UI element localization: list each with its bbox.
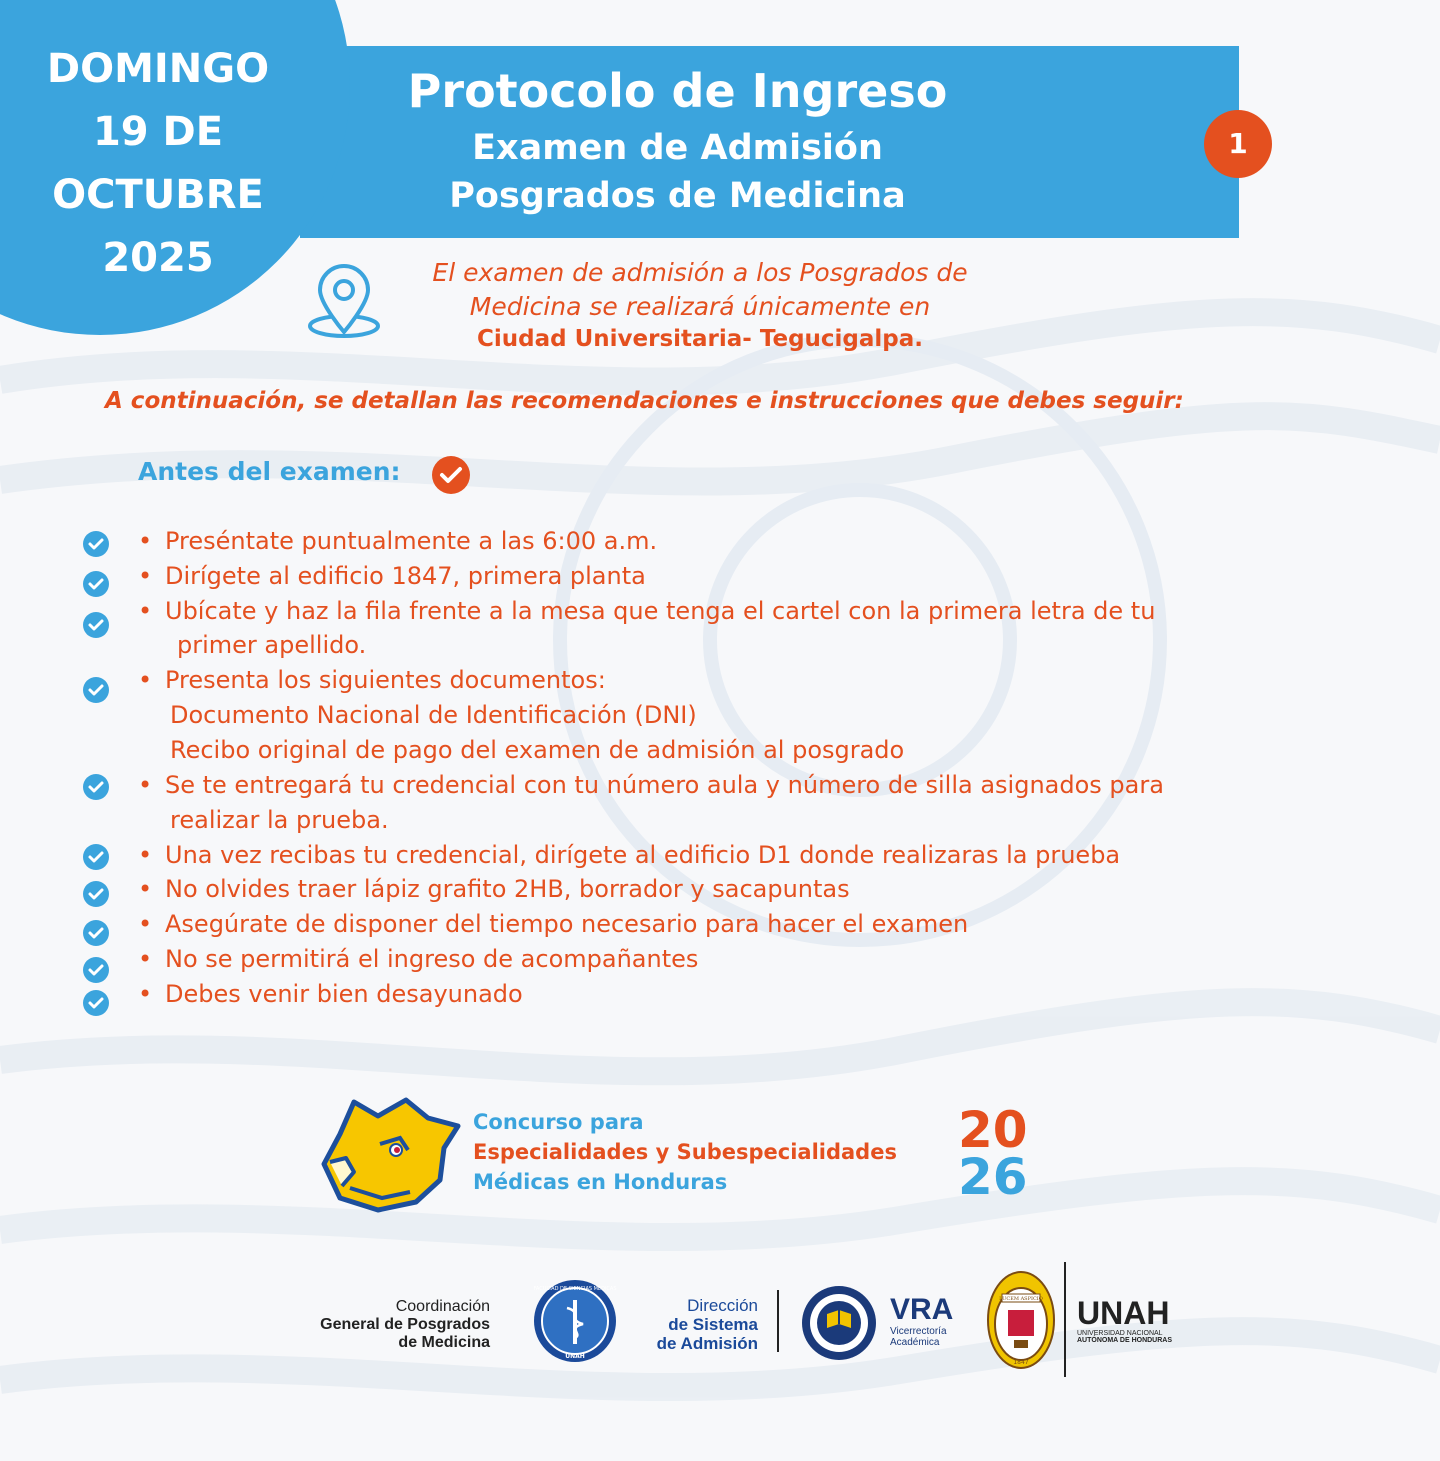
list-item-continuation: primer apellido. (177, 631, 367, 659)
year-top: 20 (958, 1101, 1028, 1159)
unah-logo: UNAH UNIVERSIDAD NACIONAL AUTÓNOMA DE HONDURAS (1077, 1295, 1173, 1344)
list-item-continuation: realizar la prueba. (170, 806, 389, 834)
list-item: • Ubícate y haz la fila frente a la mesa que tenga el cartel con la primera letra de tu (138, 597, 1156, 625)
page-number-badge: 1 (1204, 110, 1272, 178)
contest-line-3: Médicas en Honduras (473, 1170, 728, 1194)
contest-line-1: Concurso para (473, 1110, 644, 1134)
date-number: 19 DE (92, 109, 224, 155)
location-place: Ciudad Universitaria- Tegucigalpa. (476, 326, 924, 352)
list-item: • No se permitirá el ingreso de acompañantes (138, 945, 699, 973)
logo-divider (1064, 1262, 1066, 1377)
check-icon (83, 531, 109, 557)
check-icon (83, 774, 109, 800)
list-item: • Preséntate puntualmente a las 6:00 a.m. (138, 527, 658, 555)
unah-seal-motto: LUCEM ASPICIO (999, 1296, 1043, 1302)
check-icon (83, 677, 109, 703)
check-icon (83, 990, 109, 1016)
coordinacion-logo: Coordinación General de Posgrados de Medicina (320, 1298, 490, 1351)
check-icon (83, 844, 109, 870)
check-icon (83, 881, 109, 907)
page-subtitle-2: Posgrados de Medicina (449, 176, 906, 216)
list-item: • Asegúrate de disponer del tiempo necesario para hacer el examen (138, 910, 969, 938)
document-item-receipt: Recibo original de pago del examen de admisión al posgrado (170, 736, 905, 764)
page-title: Protocolo de Ingreso (407, 64, 948, 118)
unah-seal-year: 1847 (1013, 1359, 1029, 1366)
location-pin-icon (304, 264, 384, 344)
document-item-dni: Documento Nacional de Identificación (DNI) (170, 701, 697, 729)
contest-line-2: Especialidades y Subespecialidades (473, 1140, 897, 1164)
year-bottom: 26 (958, 1148, 1028, 1206)
location-text-2: Medicina se realizará únicamente en (469, 292, 931, 321)
check-icon (83, 957, 109, 983)
unah-seal-logo (986, 1270, 1056, 1370)
list-item: • Dirígete al edificio 1847, primera planta (138, 562, 646, 590)
vra-seal-logo (800, 1284, 878, 1362)
check-icon (83, 571, 109, 597)
page-subtitle-1: Examen de Admisión (472, 128, 883, 168)
date-day: DOMINGO (46, 46, 270, 92)
puma-mascot-logo (320, 1092, 465, 1214)
list-item: • Se te entregará tu credencial con tu número aula y número de silla asignados para (138, 771, 1164, 799)
direccion-logo: Dirección de Sistema de Admisión (656, 1296, 758, 1353)
faculty-seal-text: FACULTAD DE CIENCIAS MÉDICAS (533, 1286, 617, 1292)
logo-divider (777, 1290, 779, 1352)
vra-logo: VRA Vicerrectoría Académica (890, 1293, 954, 1348)
faculty-seal-unah: UNAH (565, 1353, 585, 1360)
list-item: • Debes venir bien desayunado (138, 980, 523, 1008)
before-exam-heading: Antes del examen: (138, 457, 401, 486)
instructions-heading: A continuación, se detallan las recomendaciones e instrucciones que debes seguir: (105, 388, 1184, 414)
list-item: • Una vez recibas tu credencial, dirígete al edificio D1 donde realizaras la prueba (138, 841, 1121, 869)
date-year: 2025 (102, 235, 214, 281)
list-item: • No olvides traer lápiz grafito 2HB, borrador y sacapuntas (138, 875, 850, 903)
faculty-seal-logo (532, 1278, 618, 1364)
event-date (20, 38, 296, 290)
check-icon (83, 612, 109, 638)
check-circle-icon (432, 456, 470, 494)
date-month: OCTUBRE (52, 172, 264, 218)
list-item: • Presenta los siguientes documentos: (138, 666, 606, 694)
location-text-1: El examen de admisión a los Posgrados de (432, 258, 968, 287)
check-icon (83, 920, 109, 946)
